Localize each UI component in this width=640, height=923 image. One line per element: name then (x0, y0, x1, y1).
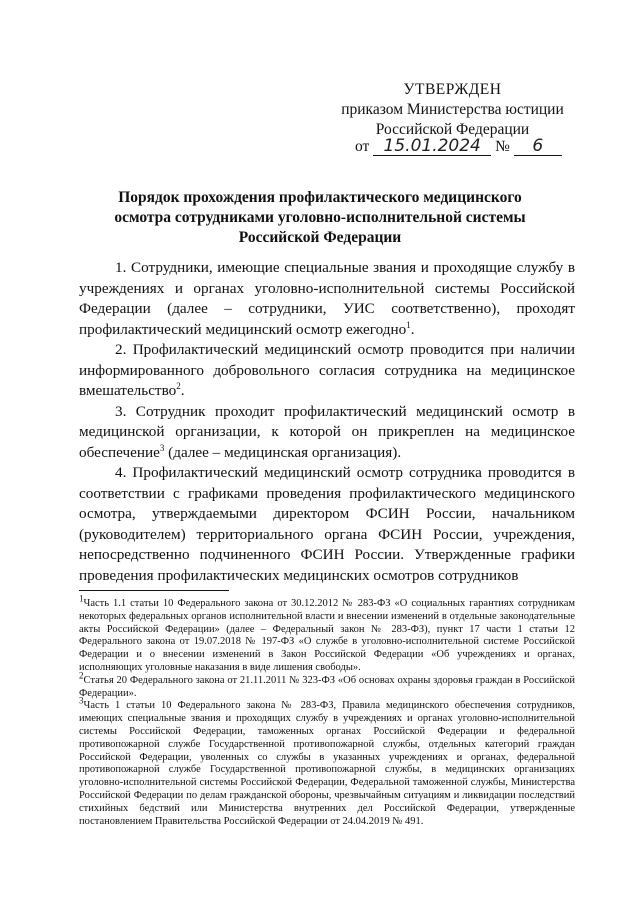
approval-line-1: приказом Министерства юстиции (341, 101, 564, 118)
title-line-3: Российской Федерации (238, 229, 402, 246)
title-line-2: осмотра сотрудниками уголовно-исполнительной системы (114, 209, 526, 226)
title-line-1: Порядок прохождения профилактического медицинского (118, 189, 522, 206)
paragraph-1: 1. Сотрудники, имеющие специальные звания и проходящие службу в учреждениях и органах уголовно-исполнительной системы Российской Федерации (далее – сотрудники, УИС соответственно), проходят профилактический медицинский осмотр ежегодно$^1$. (79, 259, 575, 338)
footnote-2: $^2$Статья 20 Федерального закона от 21.11.2011 № 323-ФЗ «Об основах охраны здоровья граждан в Российской Федерации». (79, 670, 575, 699)
document-title (80, 188, 560, 248)
footnote-1: $^1$Часть 1.1 статьи 10 Федерального закона от 30.12.2012 № 283-ФЗ «О социальных гарантиях сотрудникам некоторых федеральных органов исполнительной власти и внесении изменений в отдельные законодательные акты Российской Федерации» (далее – Федеральный закон № 283-ФЗ), пункт 17 части 1 статьи 12 Федерального закона от 19.07.2018 № 197-ФЗ «О службе в уголовно-исполнительной системе Российской Федерации и о внесении изменений в Закон Российской Федерации «Об учреждениях и органах, исполняющих уголовные наказания в виде лишения свободы». (79, 593, 575, 673)
from-label: от (355, 138, 370, 155)
footnote-3: $^3$Часть 1 статьи 10 Федерального закона № 283-ФЗ, Правила медицинского обеспечения сотрудников, имеющих специальные звания и проходящих службу в учреждениях и органах уголовно-исполнительной системы Российской Федерации, таможенных органах Российской Федерации и федеральной противопожарной службе Государственной противопожарной службы, отдельных категорий граждан Российской Федерации, уволенных со службы в указанных учреждениях и органах, федеральной противопожарной службе Государственной противопожарной службы, в медицинских организациях уголовно-исполнительной системы Российской Федерации, Федеральной таможенной службы, Министерства Российской Федерации по делам гражданской обороны, чрезвычайным ситуациям и ликвидации последствий стихийных бедствий или Министерства внутренних дел Российской Федерации, утвержденные постановлением Правительства Российской Федерации от 24.04.2019 № 491. (79, 695, 575, 827)
footnote-ref-2: 2 (176, 380, 181, 391)
paragraph-3: 3. Сотрудник проходит профилактический медицинский осмотр в медицинской организации, к которой он прикреплен на медицинское обеспечение$^3$ (далее – медицинская организация). (79, 402, 575, 461)
approval-block (330, 80, 575, 140)
footnotes (79, 593, 575, 828)
approval-title: УТВЕРЖДЕН (403, 81, 502, 98)
footnote-divider (79, 590, 229, 591)
footnote-ref-3: 3 (159, 442, 165, 453)
order-number: 6 (514, 137, 562, 156)
footnote-ref-1: 1 (406, 319, 411, 330)
document-body (79, 258, 575, 586)
order-date: 15.01.2024 (373, 137, 491, 156)
number-label: № (495, 138, 510, 155)
paragraph-2: 2. Профилактический медицинский осмотр проводится при наличии информированного добровольного согласия сотрудника на медицинское вмешательство$^2$. (79, 341, 575, 399)
paragraph-4: 4. Профилактический медицинский осмотр сотрудника проводится в соответствии с графиками проведения профилактического медицинского осмотра, утверждаемыми директором ФСИН России, начальником (руководителем) территориального органа ФСИН России, учреждения, непосредственно подчиненного ФСИН России. Утвержденные графики проведения профилактических медицинских осмотров сотрудников (79, 464, 575, 584)
order-date-number (355, 137, 585, 157)
approval-line-2: Российской Федерации (375, 121, 530, 138)
